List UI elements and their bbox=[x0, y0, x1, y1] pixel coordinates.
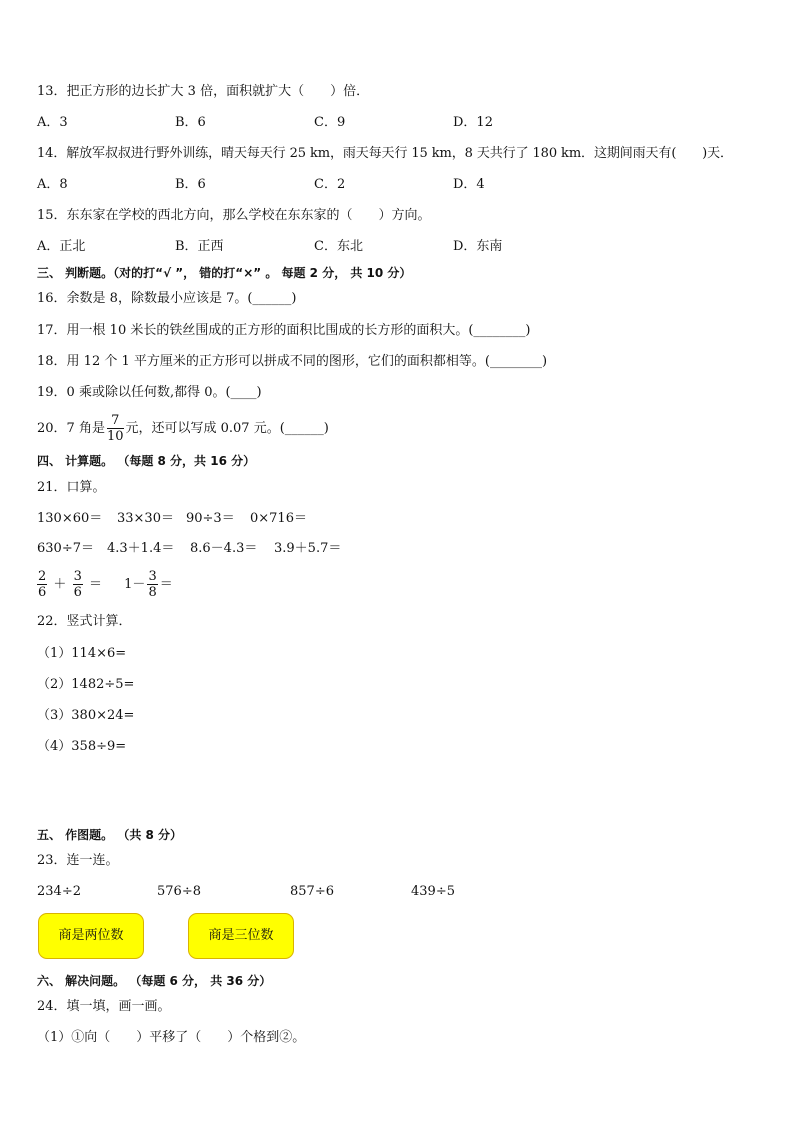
question-14-option-d: D．4 bbox=[453, 177, 485, 192]
question-18: 18．用 12 个 1 平方厘米的正方形可以拼成不同的图形，它们的面积都相等。(________) bbox=[37, 354, 548, 369]
division-expression: 576÷8 bbox=[157, 884, 201, 899]
question-20-suffix: 元，还可以写成 0.07 元。(______) bbox=[125, 421, 329, 436]
mental-calc-item: 90÷3＝ bbox=[186, 511, 235, 526]
question-13-option-c: C．9 bbox=[314, 115, 346, 130]
question-23-stem: 23．连一连。 bbox=[37, 853, 119, 868]
mental-calc-item: 0×716＝ bbox=[250, 511, 307, 526]
division-expression: 857÷6 bbox=[290, 884, 334, 899]
question-24-sub-1: （1）①向（ ）平移了（ ）个格到②。 bbox=[37, 1030, 306, 1045]
fraction-calc-row bbox=[35, 565, 173, 605]
fraction-numerator: 2 bbox=[38, 569, 47, 584]
fraction-2-6 bbox=[37, 569, 47, 600]
fraction-denominator: 10 bbox=[106, 429, 124, 444]
fraction-numerator: 3 bbox=[73, 569, 82, 584]
question-21-stem: 21．口算。 bbox=[37, 480, 106, 495]
fraction-3-6 bbox=[73, 569, 83, 600]
mental-calc-item: 4.3＋1.4＝ bbox=[107, 541, 175, 556]
question-15-stem: 15．东东家在学校的西北方向，那么学校在东东家的（ ）方向。 bbox=[37, 208, 431, 223]
vertical-calc-item: （1）114×6= bbox=[37, 646, 127, 661]
question-14-option-b: B．6 bbox=[175, 177, 206, 192]
fraction-numerator: 3 bbox=[148, 569, 157, 584]
equals-sign: ＝ bbox=[89, 577, 103, 592]
fraction-denominator: 6 bbox=[73, 585, 82, 600]
mental-calc-item: 630÷7＝ bbox=[37, 541, 94, 556]
plus-sign: ＋ bbox=[53, 577, 67, 592]
question-13-option-b: B．6 bbox=[175, 115, 206, 130]
mental-calc-item: 33×30＝ bbox=[117, 511, 174, 526]
fraction-denominator: 6 bbox=[38, 585, 47, 600]
vertical-calc-item: （2）1482÷5= bbox=[37, 677, 135, 692]
one-minus: 1－ bbox=[124, 577, 146, 592]
question-13-option-a: A．3 bbox=[37, 115, 68, 130]
question-24-stem: 24．填一填，画一画。 bbox=[37, 999, 171, 1014]
question-15-option-b: B．正西 bbox=[175, 239, 224, 254]
question-17: 17．用一根 10 米长的铁丝围成的正方形的面积比围成的长方形的面积大。(________) bbox=[37, 323, 531, 338]
section-4-heading: 四、 计算题。 （每题 8 分，共 16 分） bbox=[37, 454, 256, 468]
fraction-numerator: 7 bbox=[107, 413, 124, 429]
mental-calc-item: 3.9＋5.7＝ bbox=[274, 541, 342, 556]
fraction-3-8 bbox=[147, 569, 157, 600]
question-14-option-a: A．8 bbox=[37, 177, 68, 192]
question-15-option-a: A．正北 bbox=[37, 239, 86, 254]
vertical-calc-item: （4）358÷9= bbox=[37, 739, 127, 754]
three-digit-quotient-box: 商是三位数 bbox=[188, 913, 294, 959]
question-20 bbox=[37, 409, 329, 449]
mental-calc-item: 8.6－4.3＝ bbox=[190, 541, 258, 556]
question-16: 16．余数是 8，除数最小应该是 7。(______) bbox=[37, 291, 297, 306]
question-14-option-c: C．2 bbox=[314, 177, 346, 192]
question-20-prefix: 20．7 角是 bbox=[37, 421, 105, 436]
question-13-option-d: D．12 bbox=[453, 115, 493, 130]
equals-sign: ＝ bbox=[159, 577, 173, 592]
question-22-stem: 22．竖式计算． bbox=[37, 614, 132, 629]
two-digit-quotient-box: 商是两位数 bbox=[38, 913, 144, 959]
fraction-denominator: 8 bbox=[148, 585, 157, 600]
mental-calc-item: 130×60＝ bbox=[37, 511, 103, 526]
section-6-heading: 六、 解决问题。 （每题 6 分， 共 36 分） bbox=[37, 974, 272, 988]
question-14-stem: 14．解放军叔叔进行野外训练，晴天每天行 25 km，雨天每天行 15 km，8 天共行了 180 km．这期间雨天有( )天． bbox=[37, 146, 733, 161]
question-15-option-c: C．东北 bbox=[314, 239, 363, 254]
section-5-heading: 五、 作图题。 （共 8 分） bbox=[37, 828, 183, 842]
question-19: 19．0 乘或除以任何数,都得 0。(____) bbox=[37, 385, 262, 400]
fraction-7-10 bbox=[107, 413, 124, 444]
question-13-stem: 13．把正方形的边长扩大 3 倍，面积就扩大（ ）倍． bbox=[37, 84, 370, 99]
question-15-option-d: D．东南 bbox=[453, 239, 503, 254]
division-expression: 234÷2 bbox=[37, 884, 81, 899]
division-expression: 439÷5 bbox=[411, 884, 455, 899]
section-3-heading: 三、 判断题。（对的打“√ ”， 错的打“×” 。 每题 2 分， 共 10 分） bbox=[37, 266, 412, 280]
vertical-calc-item: （3）380×24= bbox=[37, 708, 135, 723]
